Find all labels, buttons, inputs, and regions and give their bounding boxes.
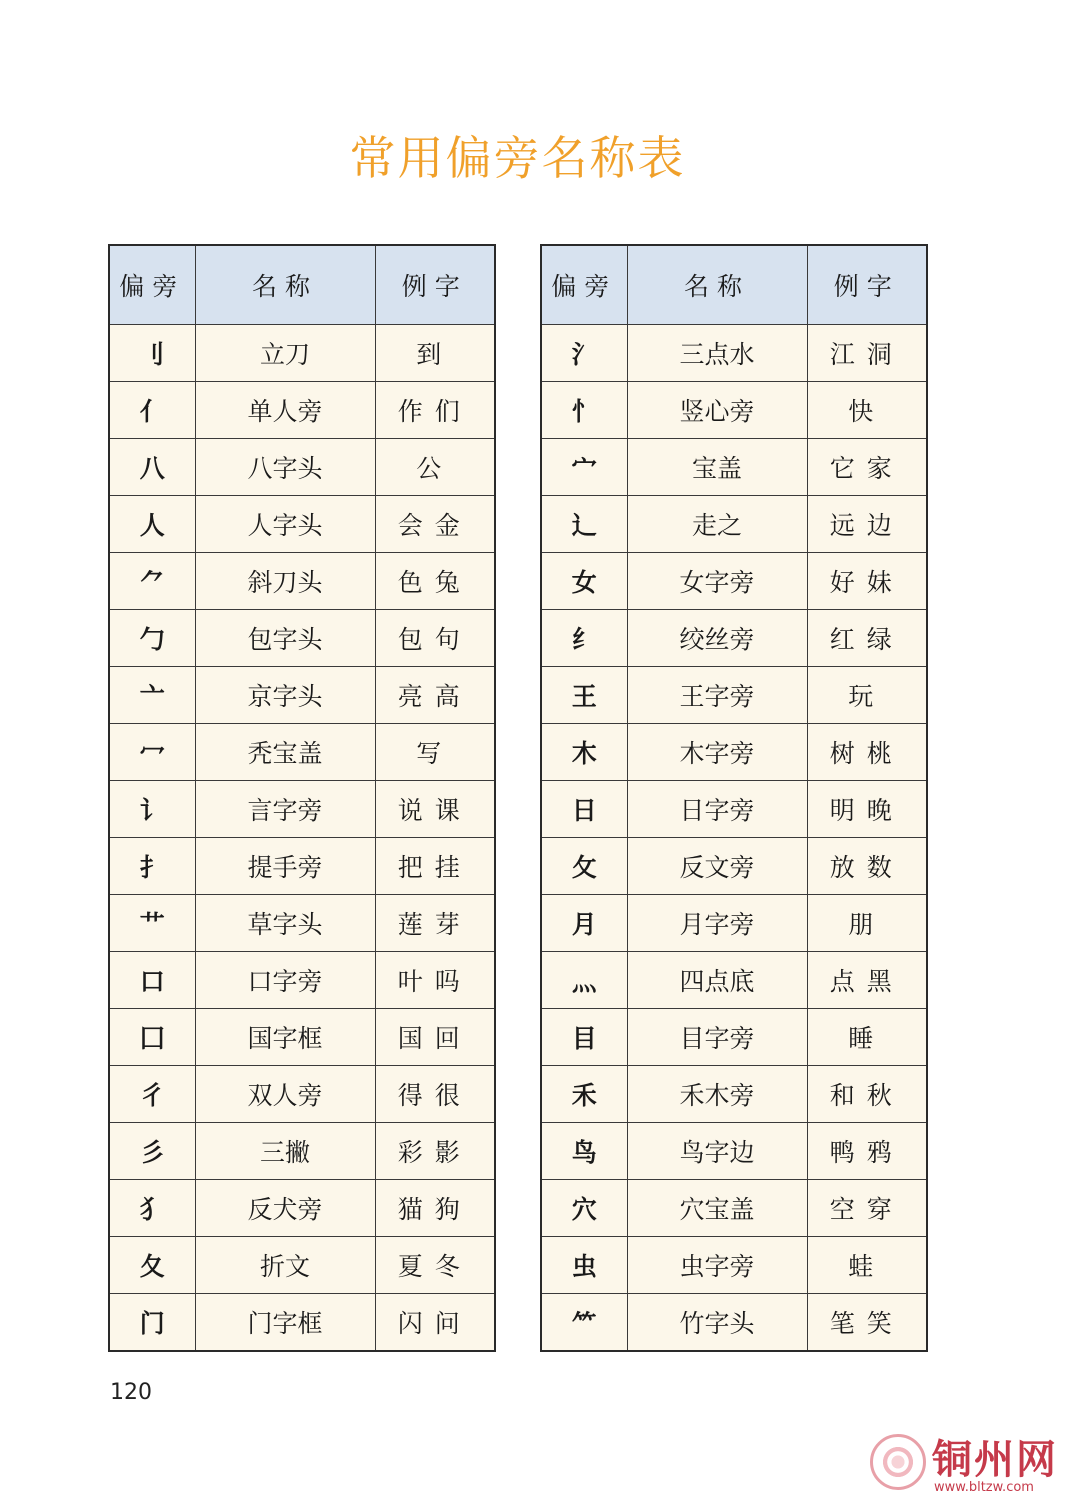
radical-cell: 刂 [109,325,195,382]
name-cell: 四点底 [627,952,807,1009]
radical-cell: 彳 [109,1066,195,1123]
table-row [109,610,495,667]
radical-cell: 亠 [109,667,195,724]
examples-cell: 空穿 [807,1180,927,1237]
table-row [109,496,495,553]
examples-cell: 放数 [807,838,927,895]
table-row [541,895,927,952]
table-row [541,610,927,667]
name-cell: 竹字头 [627,1294,807,1352]
radical-cell: 犭 [109,1180,195,1237]
name-cell: 双人旁 [195,1066,375,1123]
examples-cell: 朋 [807,895,927,952]
table-row [109,553,495,610]
name-cell: 宝盖 [627,439,807,496]
name-cell: 木字旁 [627,724,807,781]
table-row [109,781,495,838]
examples-cell: 猫狗 [375,1180,495,1237]
examples-cell: 到 [375,325,495,382]
examples-cell: 鸭鸦 [807,1123,927,1180]
examples-cell: 把挂 [375,838,495,895]
radical-cell: 夂 [109,1237,195,1294]
radical-cell: 目 [541,1009,627,1066]
name-cell: 折文 [195,1237,375,1294]
name-cell: 包字头 [195,610,375,667]
radical-cell: 氵 [541,325,627,382]
name-cell: 三撇 [195,1123,375,1180]
table-row [109,382,495,439]
name-cell: 走之 [627,496,807,553]
radical-cell: 辶 [541,496,627,553]
examples-cell: 作们 [375,382,495,439]
radical-cell: 人 [109,496,195,553]
table-row [109,838,495,895]
examples-cell: 快 [807,382,927,439]
name-cell: 竖心旁 [627,382,807,439]
radical-cell: 女 [541,553,627,610]
name-cell: 言字旁 [195,781,375,838]
examples-cell: 公 [375,439,495,496]
examples-cell: 夏冬 [375,1237,495,1294]
radical-cell: 八 [109,439,195,496]
table-row [541,838,927,895]
radical-cell: 口 [109,952,195,1009]
table-header-row [109,245,495,325]
table-header-row [541,245,927,325]
header-radical: 偏旁 [541,245,627,325]
table-row [541,439,927,496]
name-cell: 斜刀头 [195,553,375,610]
examples-cell: 蛙 [807,1237,927,1294]
header-examples: 例字 [375,245,495,325]
examples-cell: 红绿 [807,610,927,667]
seal-icon [870,1434,926,1490]
name-cell: 秃宝盖 [195,724,375,781]
page-title: 常用偏旁名称表 [349,131,686,185]
radical-cell: ⺈ [109,553,195,610]
table-row [541,1237,927,1294]
table-row [541,382,927,439]
examples-cell: 睡 [807,1009,927,1066]
radical-cell: 纟 [541,610,627,667]
examples-cell: 远边 [807,496,927,553]
radical-cell: 艹 [109,895,195,952]
name-cell: 单人旁 [195,382,375,439]
radical-cell: 彡 [109,1123,195,1180]
examples-cell: 好妹 [807,553,927,610]
examples-cell: 国回 [375,1009,495,1066]
name-cell: 王字旁 [627,667,807,724]
name-cell: 目字旁 [627,1009,807,1066]
examples-cell: 和秋 [807,1066,927,1123]
table-row [109,952,495,1009]
examples-cell: 它家 [807,439,927,496]
radical-cell: 日 [541,781,627,838]
examples-cell: 色兔 [375,553,495,610]
radical-cell: 禾 [541,1066,627,1123]
table-row [109,724,495,781]
examples-cell: 点黑 [807,952,927,1009]
name-cell: 八字头 [195,439,375,496]
examples-cell: 玩 [807,667,927,724]
radical-table-left [108,244,496,1352]
name-cell: 京字头 [195,667,375,724]
table-row [541,781,927,838]
radical-cell: 囗 [109,1009,195,1066]
radical-cell: 月 [541,895,627,952]
radical-cell: 亻 [109,382,195,439]
examples-cell: 亮高 [375,667,495,724]
table-row [109,1294,495,1352]
name-cell: 日字旁 [627,781,807,838]
examples-cell: 莲芽 [375,895,495,952]
examples-cell: 明晚 [807,781,927,838]
radical-cell: 攵 [541,838,627,895]
name-cell: 口字旁 [195,952,375,1009]
name-cell: 反文旁 [627,838,807,895]
radical-cell: 木 [541,724,627,781]
table-row [541,724,927,781]
table-row [541,325,927,382]
name-cell: 月字旁 [627,895,807,952]
examples-cell: 闪问 [375,1294,495,1352]
radical-cell: ⺮ [541,1294,627,1352]
table-row [541,1180,927,1237]
name-cell: 草字头 [195,895,375,952]
table-row [541,667,927,724]
table-row [109,1237,495,1294]
name-cell: 女字旁 [627,553,807,610]
name-cell: 人字头 [195,496,375,553]
name-cell: 立刀 [195,325,375,382]
name-cell: 虫字旁 [627,1237,807,1294]
radical-cell: 门 [109,1294,195,1352]
name-cell: 三点水 [627,325,807,382]
examples-cell: 得很 [375,1066,495,1123]
table-row [109,325,495,382]
table-row [109,439,495,496]
table-row [109,1180,495,1237]
watermark-name: 铜州网 [932,1436,1058,1483]
header-examples: 例字 [807,245,927,325]
name-cell: 禾木旁 [627,1066,807,1123]
radical-cell: 虫 [541,1237,627,1294]
table-row [541,1009,927,1066]
table-row [541,1066,927,1123]
table-row [109,1123,495,1180]
table-row [541,1294,927,1352]
examples-cell: 写 [375,724,495,781]
radical-cell: 穴 [541,1180,627,1237]
radical-cell: 宀 [541,439,627,496]
name-cell: 绞丝旁 [627,610,807,667]
header-name: 名称 [627,245,807,325]
table-row [541,496,927,553]
watermark-logo [870,1428,1070,1503]
header-radical: 偏旁 [109,245,195,325]
name-cell: 提手旁 [195,838,375,895]
radical-cell: 忄 [541,382,627,439]
table-row [109,1066,495,1123]
examples-cell: 江洞 [807,325,927,382]
watermark-url: www.bltzw.com [934,1480,1034,1495]
radical-table-right [540,244,928,1352]
name-cell: 国字框 [195,1009,375,1066]
examples-cell: 树桃 [807,724,927,781]
table-row [109,667,495,724]
name-cell: 鸟字边 [627,1123,807,1180]
table-row [541,1123,927,1180]
examples-cell: 包句 [375,610,495,667]
name-cell: 门字框 [195,1294,375,1352]
table-row [109,1009,495,1066]
radical-cell: 灬 [541,952,627,1009]
name-cell: 反犬旁 [195,1180,375,1237]
table-row [541,553,927,610]
table-row [109,895,495,952]
page-number: 120 [110,1380,152,1405]
name-cell: 穴宝盖 [627,1180,807,1237]
examples-cell: 笔笑 [807,1294,927,1352]
table-row [541,952,927,1009]
radical-cell: 扌 [109,838,195,895]
radical-cell: 王 [541,667,627,724]
header-name: 名称 [195,245,375,325]
radical-cell: 鸟 [541,1123,627,1180]
radical-cell: 冖 [109,724,195,781]
radical-cell: 勹 [109,610,195,667]
examples-cell: 叶吗 [375,952,495,1009]
examples-cell: 说课 [375,781,495,838]
examples-cell: 彩影 [375,1123,495,1180]
examples-cell: 会金 [375,496,495,553]
radical-cell: 讠 [109,781,195,838]
